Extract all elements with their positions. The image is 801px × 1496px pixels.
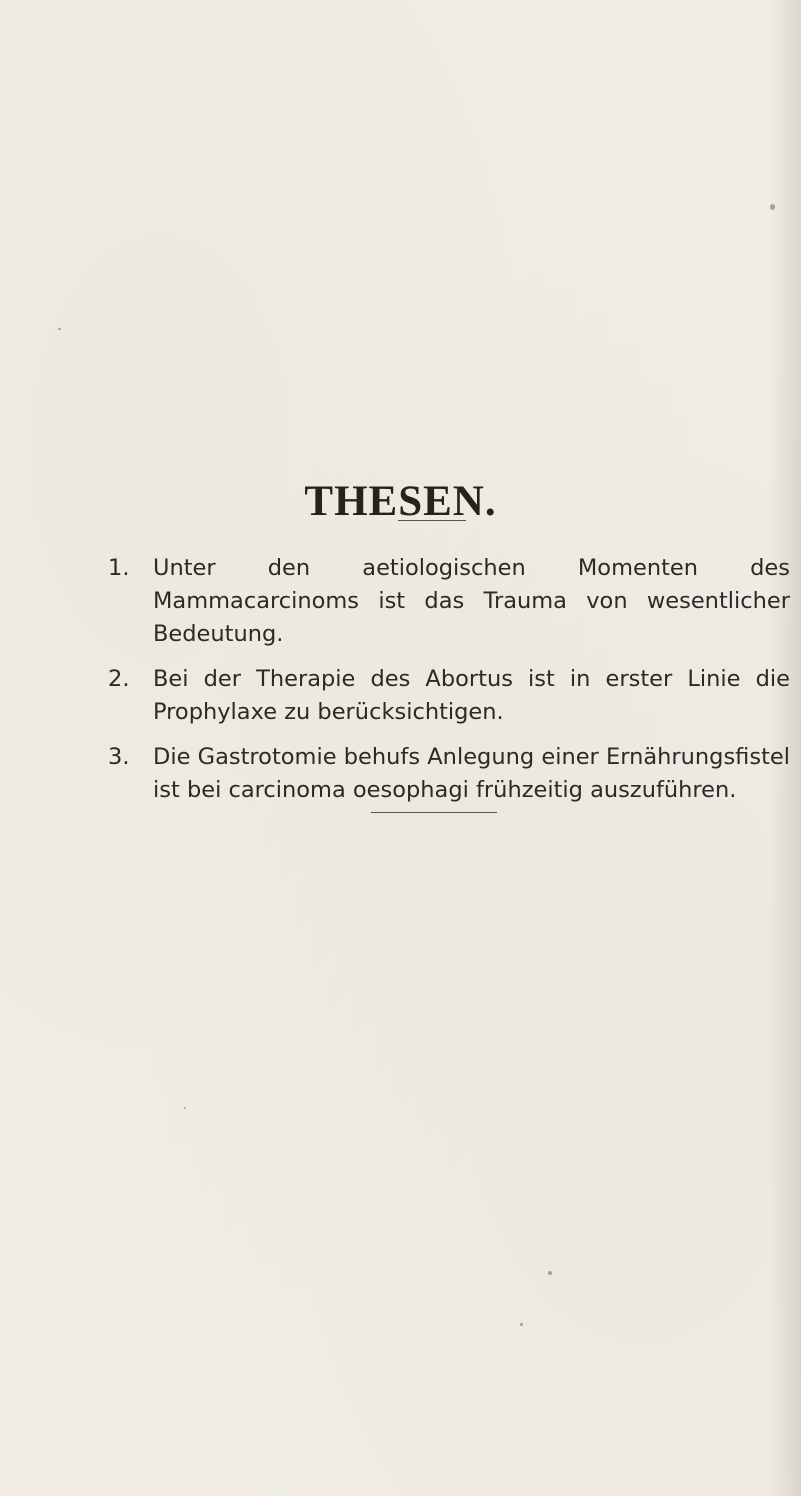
thesis-item bbox=[108, 663, 790, 729]
thesis-number: 2. bbox=[108, 666, 130, 692]
title-divider bbox=[398, 520, 466, 521]
paper-speck bbox=[548, 1271, 552, 1275]
thesis-item bbox=[108, 552, 790, 651]
paper-speck bbox=[770, 204, 775, 210]
thesis-text: Bei der Therapie des Abortus ist in erster Linie die Prophylaxe zu berücksichtigen. bbox=[153, 666, 790, 725]
thesis-text: Die Gastrotomie behufs Anlegung einer Ernährungsfistel ist bei carcinoma oesophagi frühzeitig auszuführen. bbox=[153, 744, 790, 803]
thesis-number: 3. bbox=[108, 744, 130, 770]
paper-speck bbox=[184, 1107, 186, 1109]
page-title: THESEN. bbox=[304, 477, 497, 525]
closing-divider bbox=[371, 812, 497, 813]
thesis-item bbox=[108, 741, 790, 807]
thesis-text: Unter den aetiologischen Momenten des Mammacarcinoms ist das Trauma von wesentlicher Bedeutung. bbox=[153, 555, 790, 647]
thesis-number: 1. bbox=[108, 555, 130, 581]
theses-list bbox=[108, 552, 790, 819]
paper-speck bbox=[520, 1323, 523, 1326]
paper-speck bbox=[58, 328, 61, 330]
